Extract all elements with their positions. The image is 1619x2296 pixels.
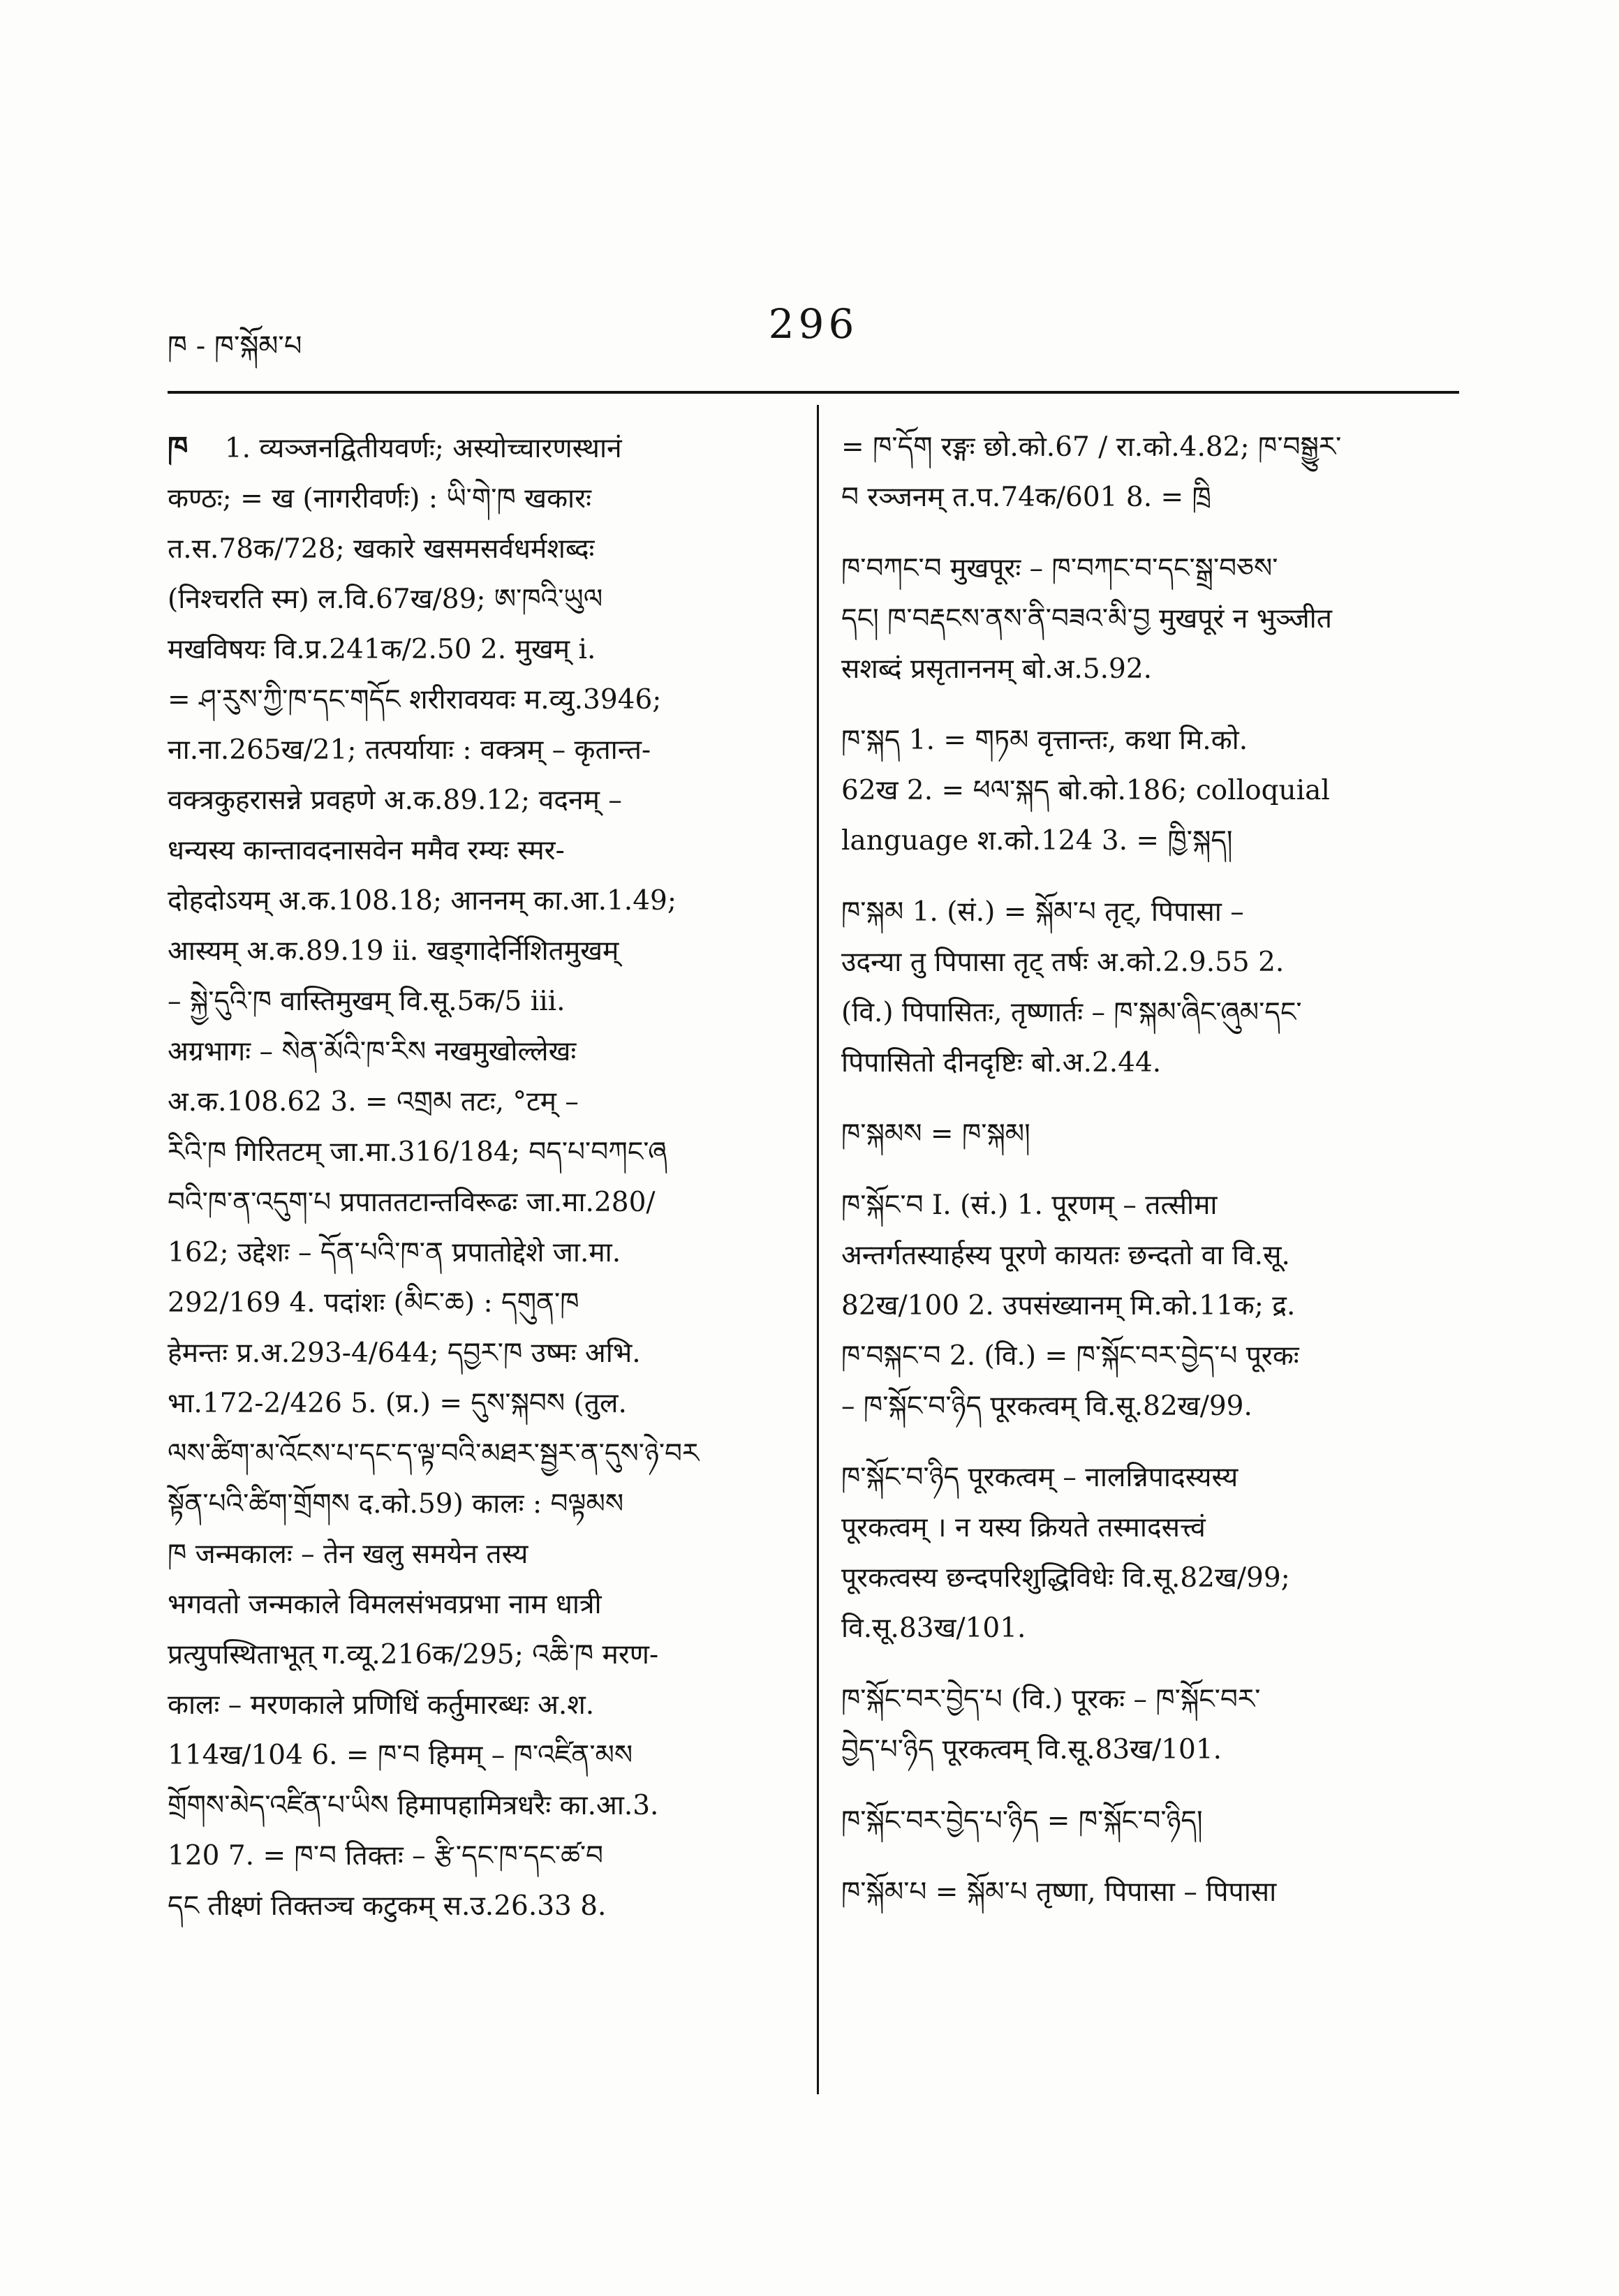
entry-line: अ.क.108.62 3. = འགྲམ तटः, °टम् – [168, 1086, 579, 1118]
entry-line [168, 422, 799, 474]
entry-line: कालः – मरणकाले प्रणिधिं कर्तुमारब्धः अ.श. [168, 1689, 595, 1721]
entry-line: कण्ठः; = ख (नागरीवर्णः) : ཡི་གེ་ཁ खकारः [168, 483, 591, 514]
entry-line: उदन्या तु पिपासा तृट् तर्षः अ.को.2.9.55 2. [841, 947, 1285, 978]
entry-line: आस्यम् अ.क.89.19 ii. खड्गादेर्निशितमुखम् [168, 935, 619, 967]
entry-line: पूरकत्वस्य छन्दपरिशुद्धिविधेः वि.सू.82ख/99; [841, 1562, 1290, 1594]
entry-line: དང तीक्ष्णं तिक्तञ्च कटुकम् स.उ.26.33 8. [168, 1890, 607, 1922]
entry-line: अन्तर्गतस्यार्हस्य पूरणे कायतः छन्दतो वा वि.सू. [841, 1240, 1290, 1271]
right-column [841, 422, 1459, 1939]
entry-line: 162; उद्देशः – དོན་པའི་ཁ་ན प्रपातोद्देशे जा.मा. [168, 1237, 621, 1268]
entry-text: 1. व्यञ्जनद्वितीयवर्णः; अस्योच्चारणस्थानं [224, 433, 622, 464]
entry-line: ལས་ཚིག་མ་འོངས་པ་དང་ད་ལྟ་བའི་མཐར་སྦྱར་ན་དུས་ཉེ་བར [168, 1438, 700, 1469]
entry-line: प्रत्युपस्थिताभूत् ग.व्यू.216क/295; འཆི་ཁ मरण- [168, 1639, 659, 1671]
entry-line: दोहदोऽयम् अ.क.108.18; आननम् का.आ.1.49; [168, 885, 677, 917]
entry-line: वक्त्रकुहरासन्ने प्रवहणे अ.क.89.12; वदनम् – [168, 785, 622, 816]
entry-line: 82ख/100 2. उपसंख्यानम् मि.को.11क; द्र. [841, 1290, 1296, 1321]
entry-line: = ཁ་དོག रङ्गः छो.को.67 / रा.को.4.82; ཁ་བསྒྱུར་ [841, 431, 1342, 463]
entry-line: हेमन्तः प्र.अ.293-4/644; དབྱར་ཁ उष्मः अभि. [168, 1338, 641, 1369]
dictionary-entry-kha-bkang-ba [841, 544, 1459, 695]
running-head: ཁ - ཁ་སྐོམ་པ [168, 330, 302, 362]
entry-line: – སྐྱེ་དུའི་ཁ वास्तिमुखम् वि.सू.5क/5 iii. [168, 986, 565, 1017]
entry-line: भा.172-2/426 5. (प्र.) = དུས་སྐབས (तुल. [168, 1388, 627, 1419]
header-rule [168, 391, 1459, 394]
entry-line: मखविषयः वि.प्र.241क/2.50 2. मुखम् i. [168, 634, 596, 665]
page-header [168, 300, 1459, 363]
dictionary-entry-kha-skong-ba-nyid [841, 1453, 1459, 1654]
entry-line: भगवतो जन्मकाले विमलसंभवप्रभा नाम धात्री [168, 1589, 602, 1620]
entry-line: = ཤ་རུས་ཀྱི་ཁ་དང་གདོང शरीरावयवः म.व्यु.3946; [168, 684, 662, 716]
entry-line: ཁ जन्मकालः – तेन खलु समयेन तस्य [168, 1539, 528, 1570]
entry-line: 62ख 2. = ཕལ་སྐད बो.को.186; colloquial [841, 775, 1330, 806]
entry-line: ཁ་སྐོང་བར་བྱེད་པ (वि.) पूरकः – ཁ་སྐོང་བར་ [841, 1684, 1261, 1715]
entry-line: རིའི་ཁ गिरितटम् जा.मा.316/184; བད་པ་བཀང་ཞ [168, 1136, 667, 1168]
entry-line: བ रञ्जनम् त.प.74क/601 8. = ཁྲི [841, 482, 1211, 513]
entry-line: 292/169 4. पदांशः (མིང་ཆ) : དགུན་ཁ [168, 1287, 579, 1319]
entry-line: ཁ་སྐོམ་པ = སྐོམ་པ तृष्णा, पिपासा – पिपासा [841, 1876, 1277, 1908]
entry-line: त.स.78क/728; खकारे खसमसर्वधर्मशब्दः [168, 533, 595, 565]
dictionary-entry-kha-skong-ba [841, 1180, 1459, 1432]
dictionary-entry-continuation [841, 422, 1459, 523]
entry-line: ཁ་བཀང་བ मुखपूरः – ཁ་བཀང་བ་དང་སྒྲ་བཅས་ [841, 553, 1278, 584]
entry-line: वि.सू.83ख/101. [841, 1613, 1026, 1644]
entry-line: ཁ་སྐོང་བ་ཉིད पूरकत्वम् – नालन्निपादस्यस्य [841, 1462, 1239, 1493]
entry-line: ཁ་སྐད 1. = གཏམ वृत्तान्तः, कथा मि.को. [841, 725, 1248, 756]
column-divider [817, 405, 819, 2094]
entry-line: पूरकत्वम् । न यस्य क्रियते तस्मादसत्त्वं [841, 1512, 1206, 1543]
dictionary-entry-kha-skam [841, 887, 1459, 1088]
entry-line: ཁ་སྐོང་བར་བྱེད་པ་ཉིད = ཁ་སྐོང་བ་ཉིད། [841, 1805, 1203, 1837]
entry-line: གྲོགས་མེད་འཛིན་པ་ཡིས हिमापहामित्रधरैः का.आ.3. [168, 1790, 659, 1821]
left-column [168, 422, 799, 1932]
entry-line: 120 7. = ཁ་བ तिक्तः – རྩི་དང་ཁ་དང་ཚ་བ [168, 1840, 604, 1872]
entry-line: བྱེད་པ་ཉིད पूरकत्वम् वि.सू.83ख/101. [841, 1734, 1222, 1765]
entry-line: ཁ་སྐོང་བ I. (सं.) 1. पूरणम् – तत्सीमा [841, 1190, 1218, 1221]
entry-line: (निश्चरति स्म) ल.वि.67ख/89; ཨ་ཁའི་ཡུལ [168, 584, 603, 615]
entry-line: ཁ་སྐམས = ཁ་སྐམ། [841, 1118, 1030, 1150]
dictionary-entry-kha-skad [841, 716, 1459, 866]
dictionary-entry-kha-skong-bar-byed-pa-nyid [841, 1796, 1459, 1846]
dictionary-entry-kha-skams [841, 1109, 1459, 1160]
entry-line: अग्रभागः – སེན་མོའི་ཁ་རིས नखमुखोल्लेखः [168, 1036, 577, 1067]
entry-line: ना.ना.265ख/21; तत्पर्यायाः : वक्त्रम् – कृतान्त- [168, 734, 651, 766]
entry-line: ཁ་སྐམ 1. (सं.) = སྐོམ་པ तृट्, पिपासा – [841, 896, 1244, 928]
dictionary-entry-kha-skom-pa [841, 1867, 1459, 1918]
entry-line: धन्यस्य कान्तावदनासवेन ममैव रम्यः स्मर- [168, 835, 565, 866]
entry-line: पिपासितो दीनदृष्टिः बो.अ.2.44. [841, 1047, 1162, 1079]
page-number: 296 [768, 300, 859, 348]
entry-line: བའི་ཁ་ན་འདུག་པ प्रपाततटान्तविरूढः जा.मा.280/ [168, 1187, 656, 1218]
entry-line: – ཁ་སྐོང་བ་ཉིད पूरकत्वम् वि.सू.82ख/99. [841, 1391, 1252, 1422]
dictionary-entry-kha [168, 422, 799, 1932]
entry-line: (वि.) पिपासितः, तृष्णार्तः – ཁ་སྐམ་ཞིང་ཞུམ་དང་ [841, 997, 1302, 1028]
entry-line: सशब्दं प्रसृताननम् बो.अ.5.92. [841, 653, 1153, 685]
entry-line: སྟོན་པའི་ཚིག་གྲོགས द.को.59) कालः : བལྟམས [168, 1488, 624, 1520]
entry-line: 114ख/104 6. = ཁ་བ हिमम् – ཁ་འཛིན་མས [168, 1740, 633, 1771]
dictionary-entry-kha-skong-bar-byed-pa [841, 1675, 1459, 1775]
entry-line: ཁ་བསྐང་བ 2. (वि.) = ཁ་སྐོང་བར་བྱེད་པ पूरकः [841, 1340, 1299, 1372]
entry-line: དང། ཁ་བརྡངས་ནས་ནི་བཟའ་མི་བྱ मुखपूरं न भुञ्जीत [841, 603, 1332, 635]
entry-line: language श.को.124 3. = ཁྱི་སྐད། [841, 825, 1233, 857]
headword: ཁ [168, 430, 188, 464]
